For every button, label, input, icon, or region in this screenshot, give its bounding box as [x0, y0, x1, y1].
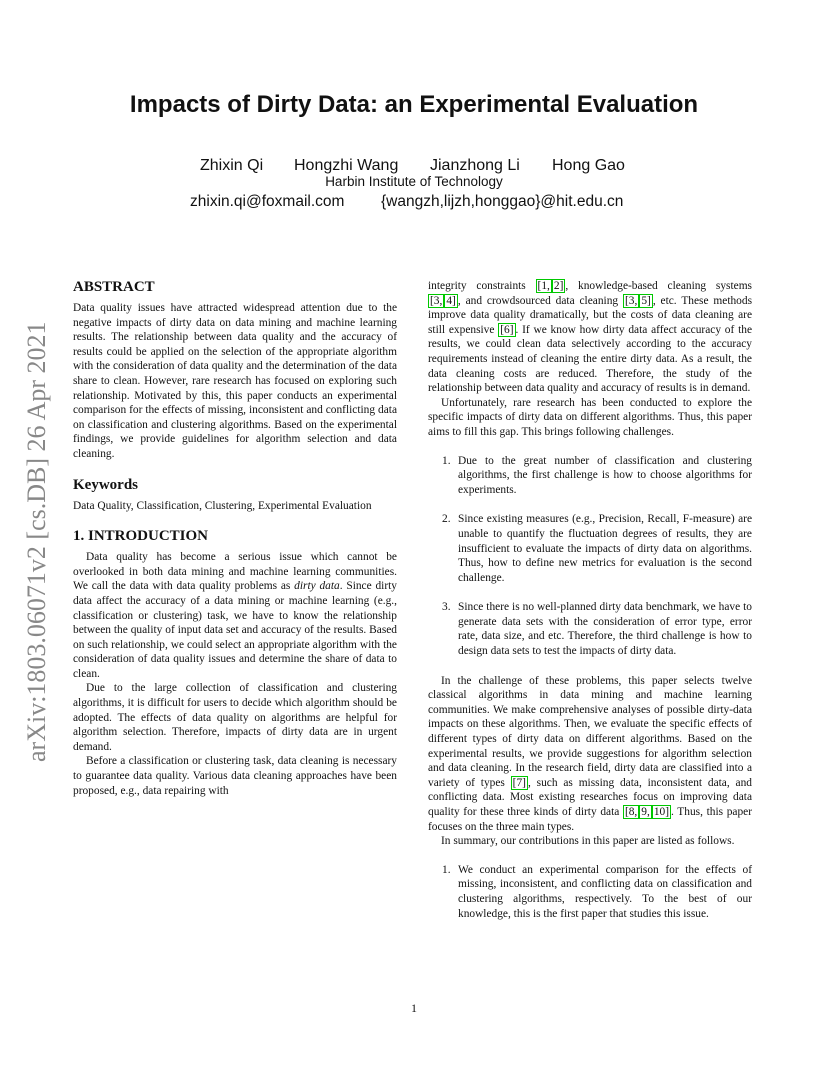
introduction-heading: 1. INTRODUCTION [73, 528, 209, 545]
citation-link[interactable]: [6] [500, 323, 514, 336]
list-item: 1. Due to the great number of classification and clustering algorithms, the first challenge is how to choose algorithms for experiments. [442, 454, 752, 496]
keywords-text: Data Quality, Classification, Clustering, Experimental Evaluation [73, 499, 372, 512]
keywords-heading: Keywords [73, 476, 138, 493]
body-paragraph: In summary, our contributions in this paper are listed as follows. [441, 835, 735, 848]
page-number: 1 [411, 1001, 417, 1015]
intro-paragraph: Before a classification or clustering task, data cleaning is necessary to guarantee data quality. Various data cleaning approaches have been proposed, e.g., data repairing with [73, 755, 397, 797]
citation-link[interactable]: 2] [553, 280, 564, 292]
email-address: {wangzh,lijzh,honggao}@hit.edu.cn [381, 193, 624, 210]
author-name: Zhixin Qi [200, 157, 264, 174]
citation-link[interactable]: [8, [624, 806, 638, 818]
email-address: zhixin.qi@foxmail.com [190, 193, 345, 210]
paper-title: Impacts of Dirty Data: an Experimental Evaluation [129, 91, 699, 118]
author-name: Jianzhong Li [430, 157, 520, 174]
affiliation: Harbin Institute of Technology [325, 174, 503, 189]
contribution-list [428, 863, 752, 921]
list-item: 1. We conduct an experimental comparison for the effects of missing, inconsistent, and conflicting data on classification and clustering algorithms, respectively. To the best of our knowledge, this is the first paper that studies this issue. [442, 863, 752, 920]
citation-link[interactable]: [7] [512, 776, 526, 789]
author-name: Hongzhi Wang [294, 157, 399, 174]
list-item: 3. Since there is no well-planned dirty data benchmark, we have to generate data sets with the consideration of error type, error rate, data size, and etc. Therefore, the third challenge is how to design data sets to test the impacts of dirty data. [442, 601, 752, 658]
body-paragraph: In the challenge of these problems, this paper selects twelve classical algorithms in data mining and machine learning communities. We make comprehensive analyses of possible dirty-data impacts on these algorithms. Then, we evaluate the specific effects of different types of dirty data on different algorithms. Based on the experimental results, we provide suggestions for algorithm selection and data cleaning. In the research field, dirty data are classified into a variety of types [7] , such as missing data, inconsistent data, and conflicting data. Most existing researches focus on improving data quality for these three kinds of dirty data [8, 9, 10] . Thus, this paper focuses on the three main types. [428, 674, 752, 833]
challenge-list [428, 454, 752, 659]
citation-link[interactable]: 9, [641, 806, 650, 818]
list-item: 2. Since existing measures (e.g., Precision, Recall, F-measure) are unable to quantify the fluctuation degrees of results, they are insufficient to evaluate the impacts of dirty data on algorithms. Thus, how to define new metrics for evaluation is the second challenge. [442, 513, 752, 584]
left-column [73, 279, 397, 798]
arxiv-stamp: arXiv:1803.06071v2 [cs.DB] 26 Apr 2021 [22, 321, 51, 762]
author-name: Hong Gao [552, 157, 625, 174]
citation-link[interactable]: [1, [537, 280, 550, 292]
citation-link[interactable]: [3, [624, 294, 638, 307]
intro-paragraph: Data quality has become a serious issue which cannot be overlooked in both data mining and machine learning communities. We call the data with data quality problems as dirty data. Since dirty data affect the accuracy of a data mining or machine learning (e.g., classification or clustering) task, we have to know the relationship between the quality of input data set and accuracy of the results. Based on such relationship, we could select an appropriate algorithm with the consideration of data quality issues and determine the share of data to clean. [73, 551, 397, 680]
citation-link[interactable]: 5] [641, 294, 651, 307]
body-paragraph: integrity constraints [1, 2] , knowledge-based cleaning systems [3, 4] , and crowdsourced data cleaning [3, 5] , etc. These methods improve data quality dramatically, but the costs of data cleaning are still expensive [6] . If we know how dirty data affect accuracy of the results, we could clean data selectively according to the accuracy requirements instead of cleaning the entire dirty data. As a result, the data cleaning costs are reduced. Therefore, the study of the relationship between data quality and accuracy of results is in demand. [428, 280, 752, 395]
abstract-heading: ABSTRACT [73, 279, 155, 295]
right-column [428, 279, 752, 936]
citation-link[interactable]: [3, [430, 294, 443, 307]
abstract-text: Data quality issues have attracted widespread attention due to the negative impacts of dirty data on data mining and machine learning results. The relationship between data quality and the accuracy of results could be applied on the selection of the appropriate algorithm with the consideration of data quality and the determination of the data share to clean. However, rare research has focused on exploring such relationship. Motivated by this, this paper conducts an experimental comparison for the effects of missing, inconsistent and conflicting data on classification and clustering algorithms. Based on the experimental findings, we provide guidelines for algorithm selection and data cleaning. [73, 302, 397, 460]
citation-link[interactable]: 10] [653, 806, 670, 818]
body-paragraph: Unfortunately, rare research has been conducted to explore the specific impacts of dirty data on different algorithms. Thus, this paper aims to fill this gap. This brings following challenges. [428, 396, 752, 438]
intro-paragraph: Due to the large collection of classification and clustering algorithms, it is difficult for users to decide which algorithm should be adopted. The effects of data quality on algorithms are helpful for algorithm selection. Therefore, impacts of dirty data are in urgent demand. [73, 682, 397, 753]
citation-link[interactable]: 4] [446, 294, 456, 307]
